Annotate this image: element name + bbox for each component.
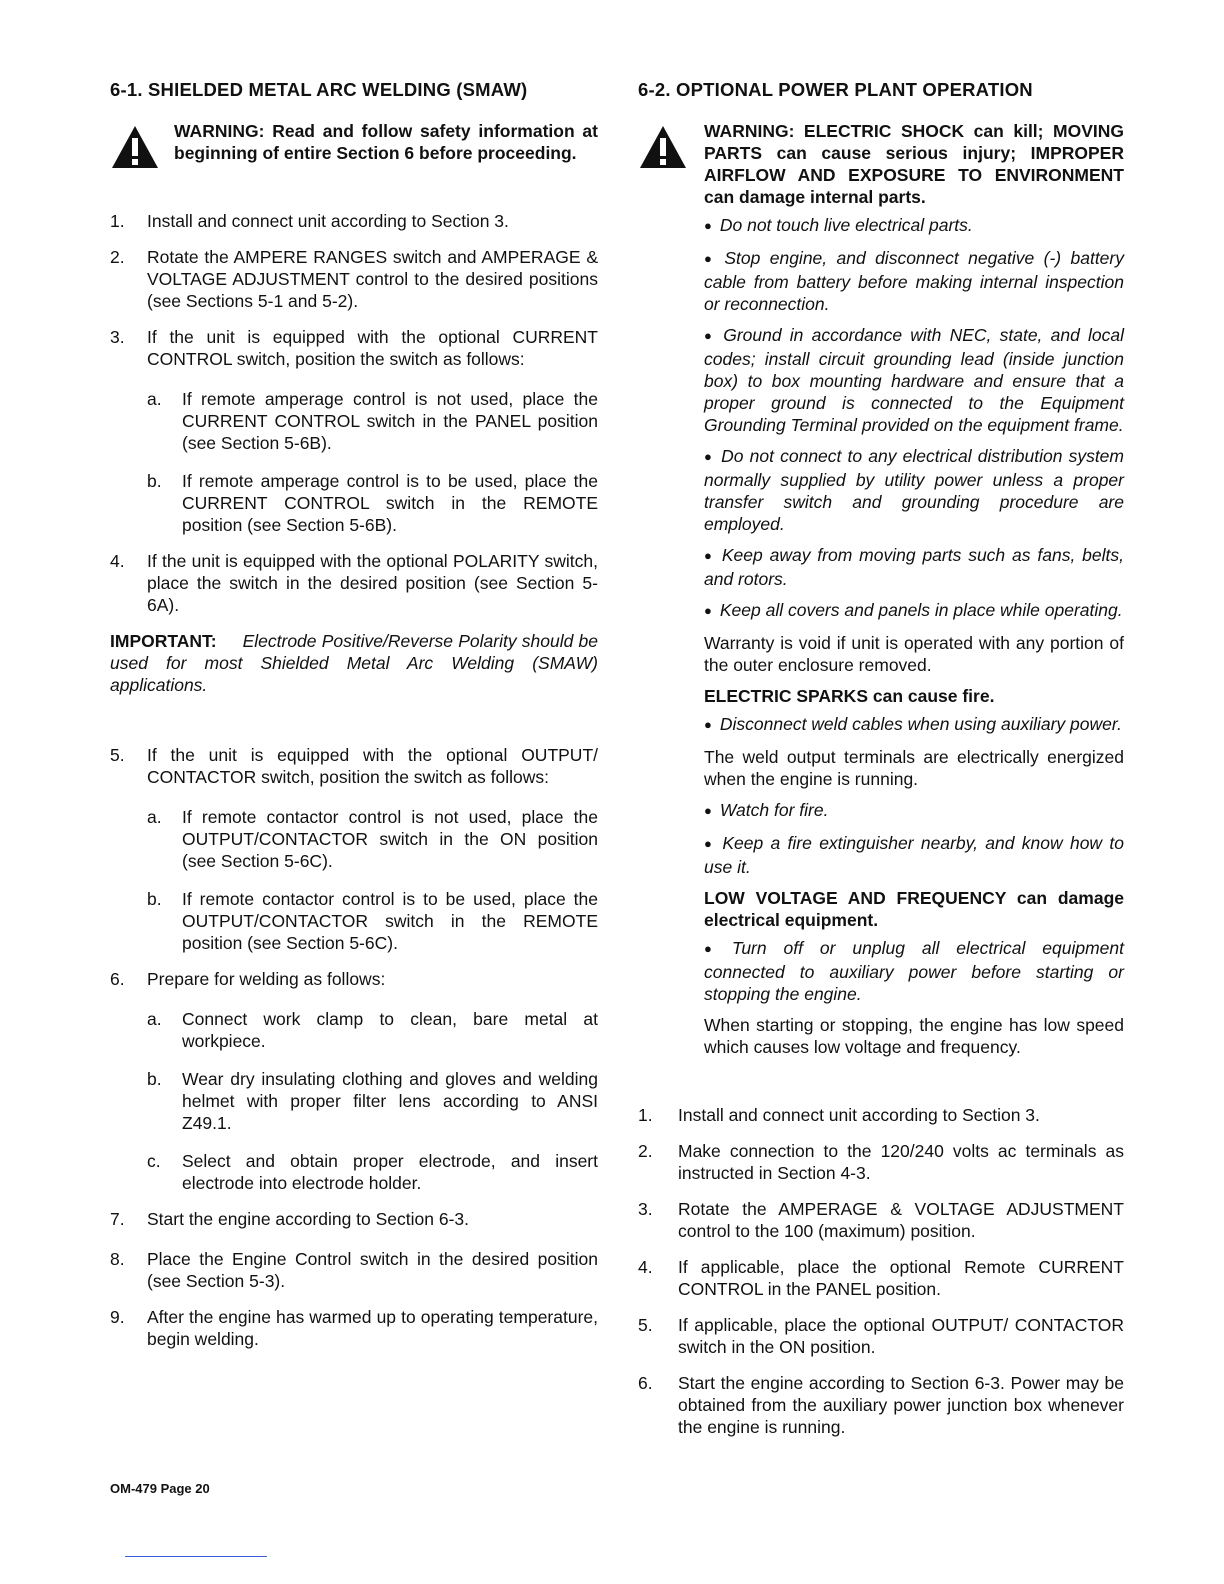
list-item: 4. If the unit is equipped with the optional POLARITY switch, place the switch in the desired position (see Section 5-6A). [110,551,598,615]
list-item: 4. If applicable, place the optional Remote CURRENT CONTROL in the PANEL position. [638,1257,1124,1299]
list-item: ● Turn off or unplug all electrical equipment connected to auxiliary power before starting or stopping the engine. [704,937,1124,1005]
important-note: IMPORTANT: Electrode Positive/Reverse Polarity should be used for most Shielded Metal Arc Welding (SMAW) applications. [110,631,598,695]
right-column [638,78,1124,1438]
list-item: b. If remote contactor control is to be used, place the OUTPUT/CONTACTOR switch in the REMOTE position (see Section 5-6C). [147,889,598,953]
page-footer: OM-479 Page 20 [110,1481,210,1496]
low-voltage-hazard-heading: LOW VOLTAGE AND FREQUENCY can damage electrical equipment. [704,888,1124,930]
list-item: ● Keep all covers and panels in place while operating. [704,599,1124,623]
warranty-note: Warranty is void if unit is operated with any portion of the outer enclosure removed. [704,633,1124,675]
list-item: b. If remote amperage control is to be used, place the CURRENT CONTROL switch in the REMOTE position (see Section 5-6B). [147,471,598,535]
warning-text-smaw: WARNING: Read and follow safety information at beginning of entire Section 6 before proceeding. [174,121,598,163]
list-item: 9. After the engine has warmed up to operating temperature, begin welding. [110,1307,598,1349]
list-item: a. If remote contactor control is not used, place the OUTPUT/CONTACTOR switch in the ON position (see Section 5-6C). [147,807,598,871]
list-item: 1. Install and connect unit according to Section 3. [110,211,509,231]
list-item: ● Stop engine, and disconnect negative (-) battery cable from battery before making internal inspection or reconnection. [704,247,1124,315]
warning-content [704,120,1124,1058]
list-item: ● Watch for fire. [704,799,1124,823]
list-item: 8. Place the Engine Control switch in the desired position (see Section 5-3). [110,1249,598,1291]
list-item: 5. If applicable, place the optional OUTPUT/ CONTACTOR switch in the ON position. [638,1315,1124,1357]
step3-substeps [147,388,598,536]
list-item: 3. Rotate the AMPERAGE & VOLTAGE ADJUSTMENT control to the 100 (maximum) position. [638,1199,1124,1241]
list-item: ● Do not connect to any electrical distribution system normally supplied by utility power unless a proper transfer switch and grounding procedure are employed. [704,445,1124,535]
warning-triangle-icon [638,124,688,170]
list-item: a. Connect work clamp to clean, bare metal at workpiece. [147,1009,598,1051]
list-item: 2. Make connection to the 120/240 volts ac terminals as instructed in Section 4-3. [638,1141,1124,1183]
list-item: 1. Install and connect unit according to Section 3. [638,1105,1040,1125]
list-item: 6. Prepare for welding as follows: [110,969,386,989]
list-item: 2. Rotate the AMPERE RANGES switch and AMPERAGE & VOLTAGE ADJUSTMENT control to the desired positions (see Sections 5-1 and 5-2). [110,247,598,311]
warning-block-smaw [110,120,598,170]
safety-bullets [704,214,1124,623]
list-item: ● Do not touch live electrical parts. [704,214,1124,238]
list-item: c. Select and obtain proper electrode, and insert electrode into electrode holder. [147,1151,598,1193]
warning-triangle-icon [110,124,160,170]
list-item: a. If remote amperage control is not used, place the CURRENT CONTROL switch in the PANEL position (see Section 5-6B). [147,389,598,453]
section-heading-power-plant: 6-2. OPTIONAL POWER PLANT OPERATION [638,79,1033,100]
list-item: ● Disconnect weld cables when using auxiliary power. [704,713,1124,737]
left-column [110,78,598,1350]
warning-text-power-plant: WARNING: ELECTRIC SHOCK can kill; MOVING PARTS can cause serious injury; IMPROPER AIRFLOW AND EXPOSURE TO ENVIRONMENT can damage internal parts. [704,121,1124,207]
smaw-steps-list [110,210,598,370]
step5-substeps [147,806,598,954]
list-item: 7. Start the engine according to Section 6-3. [110,1209,470,1229]
section-heading-smaw: 6-1. SHIELDED METAL ARC WELDING (SMAW) [110,79,528,100]
sparks-hazard-heading: ELECTRIC SPARKS can cause fire. [704,686,995,706]
footer-rule [125,1556,267,1557]
low-speed-note: When starting or stopping, the engine has low speed which causes low voltage and frequency. [704,1015,1124,1057]
warning-block-power-plant [638,120,1124,1058]
list-item: 3. If the unit is equipped with the optional CURRENT CONTROL switch, position the switch as follows: [110,327,598,369]
list-item: ● Keep away from moving parts such as fans, belts, and rotors. [704,544,1124,590]
list-item: ● Keep a fire extinguisher nearby, and know how to use it. [704,832,1124,878]
list-item: b. Wear dry insulating clothing and gloves and welding helmet with proper filter lens according to ANSI Z49.1. [147,1069,598,1133]
weld-output-note: The weld output terminals are electrically energized when the engine is running. [704,747,1124,789]
list-item: 6. Start the engine according to Section 6-3. Power may be obtained from the auxiliary power junction box whenever the engine is running. [638,1373,1124,1437]
list-item: ● Ground in accordance with NEC, state, and local codes; install circuit grounding lead (inside junction box) to box mounting hardware and ensure that a proper ground is connected to the Equipment Grounding Terminal provided on the equipment frame. [704,324,1124,436]
power-plant-steps-list [638,1104,1124,1438]
step6-substeps [147,1008,598,1194]
list-item: 5. If the unit is equipped with the optional OUTPUT/ CONTACTOR switch, position the switch as follows: [110,745,598,787]
